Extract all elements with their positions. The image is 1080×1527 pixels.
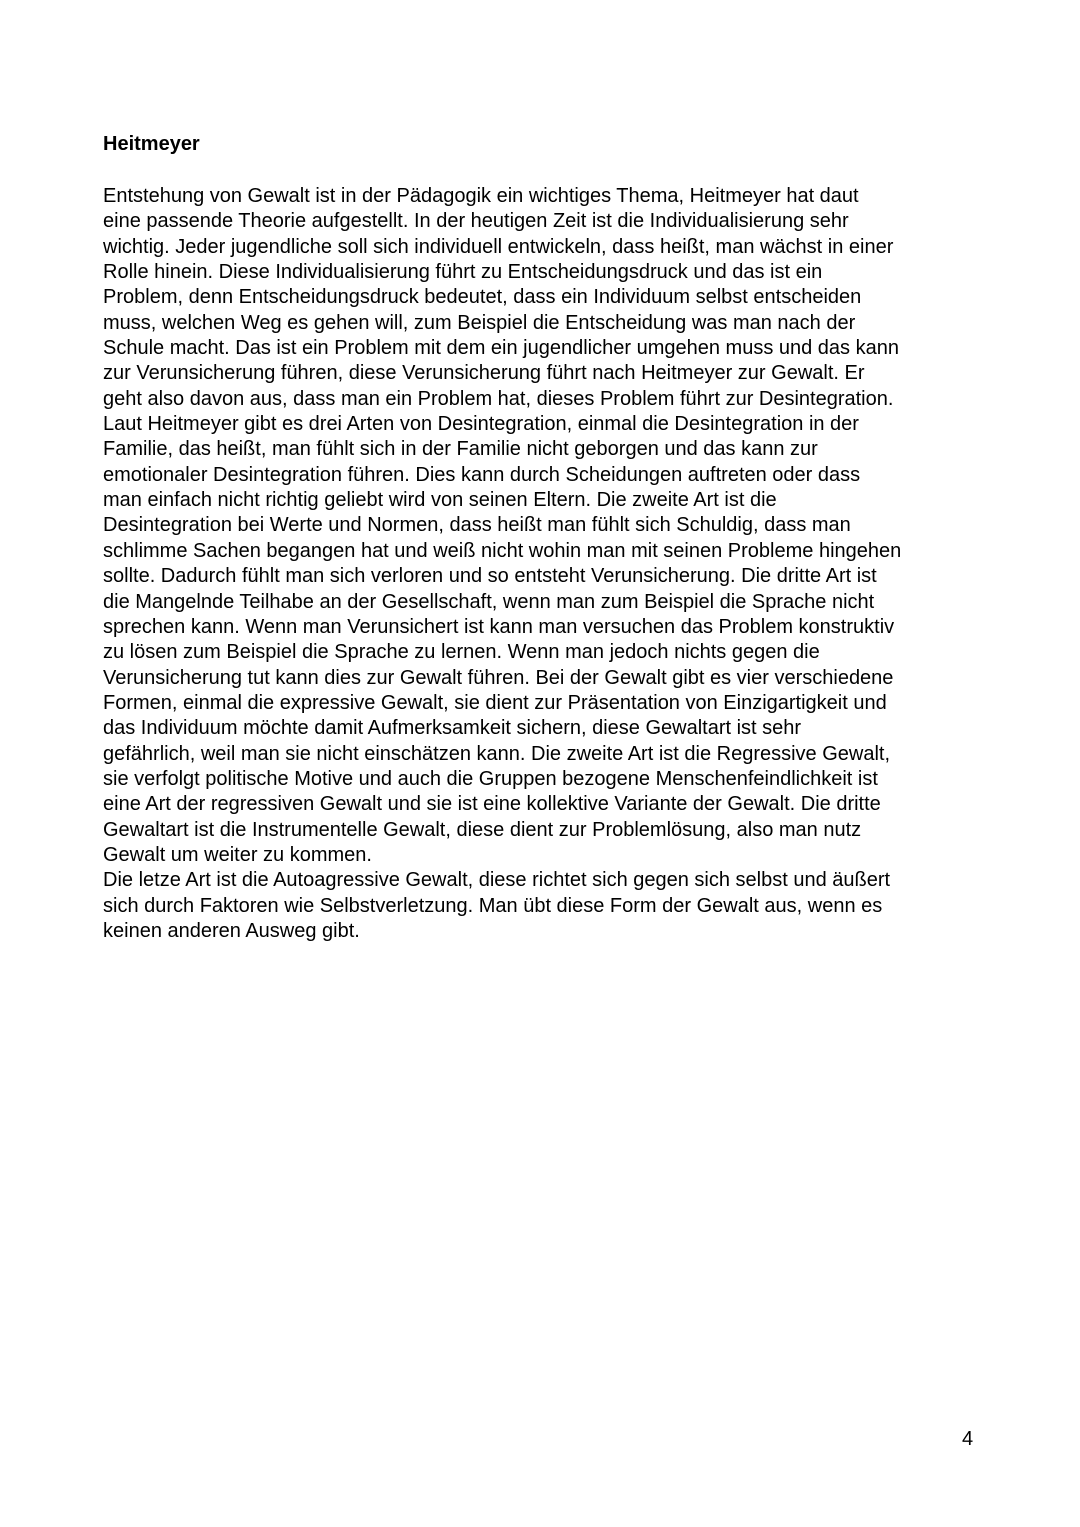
body-line: Gewaltart ist die Instrumentelle Gewalt, diese dient zur Problemlösung, also man nutz (103, 818, 862, 841)
body-line: eine passende Theorie aufgestellt. In der heutigen Zeit ist die Individualisierung sehr (103, 210, 849, 233)
body-line: Familie, das heißt, man fühlt sich in der Familie nicht geborgen und das kann zur (103, 438, 818, 461)
body-line: sprechen kann. Wenn man Verunsichert ist kann man versuchen das Problem konstruktiv (103, 615, 895, 638)
body-line: Desintegration bei Werte und Normen, dass heißt man fühlt sich Schuldig, dass man (103, 514, 851, 537)
body-line: emotionaler Desintegration führen. Dies kann durch Scheidungen auftreten oder dass (103, 463, 861, 486)
body-line: Entstehung von Gewalt ist in der Pädagogik ein wichtiges Thema, Heitmeyer hat daut (103, 185, 859, 207)
body-line: geht also davon aus, dass man ein Problem hat, dieses Problem führt zur Desintegration. (103, 387, 894, 410)
body-line: sollte. Dadurch fühlt man sich verloren und so entsteht Verunsicherung. Die dritte Art ist (103, 565, 877, 588)
body-line: die Mangelnde Teilhabe an der Gesellschaft, wenn man zum Beispiel die Sprache nicht (103, 590, 875, 613)
body-line: sich durch Faktoren wie Selbstverletzung. Man übt diese Form der Gewalt aus, wenn es (103, 894, 883, 917)
body-line: schlimme Sachen begangen hat und weiß nicht wohin man mit seinen Probleme hingehen (103, 539, 902, 562)
body-line: das Individuum möchte damit Aufmerksamkeit sichern, diese Gewaltart ist sehr (103, 717, 802, 740)
page-number: 4 (962, 1428, 974, 1450)
body-line: Formen, einmal die expressive Gewalt, sie dient zur Präsentation von Einzigartigkeit und (103, 691, 887, 714)
body-line: Gewalt um weiter zu kommen. (103, 843, 372, 866)
body-line: Laut Heitmeyer gibt es drei Arten von Desintegration, einmal die Desintegration in der (103, 413, 859, 436)
body-line: sie verfolgt politische Motive und auch die Gruppen bezogene Menschenfeindlichkeit ist (103, 767, 878, 790)
body-line: wichtig. Jeder jugendliche soll sich individuell entwickeln, dass heißt, man wächst in einer (103, 235, 894, 258)
document-body (103, 184, 1003, 944)
body-line: man einfach nicht richtig geliebt wird von seinen Eltern. Die zweite Art ist die (103, 489, 777, 512)
body-line: keinen anderen Ausweg gibt. (103, 919, 360, 942)
body-line: Problem, denn Entscheidungsdruck bedeutet, dass ein Individuum selbst entscheiden (103, 286, 862, 309)
body-line: muss, welchen Weg es gehen will, zum Beispiel die Entscheidung was man nach der (103, 311, 856, 334)
body-line: zur Verunsicherung führen, diese Verunsicherung führt nach Heitmeyer zur Gewalt. Er (103, 362, 865, 385)
body-line: Schule macht. Das ist ein Problem mit dem ein jugendlicher umgehen muss und das kann (103, 337, 899, 360)
body-line: eine Art der regressiven Gewalt und sie ist eine kollektive Variante der Gewalt. Die dritte (103, 793, 881, 816)
body-line: zu lösen zum Beispiel die Sprache zu lernen. Wenn man jedoch nichts gegen die (103, 641, 820, 664)
body-line: Rolle hinein. Diese Individualisierung führt zu Entscheidungsdruck und das ist ein (103, 261, 823, 284)
body-line: gefährlich, weil man sie nicht einschätzen kann. Die zweite Art ist die Regressive Gewalt, (103, 742, 891, 765)
body-line: Die letze Art ist die Autoagressive Gewalt, diese richtet sich gegen sich selbst und äußert (103, 869, 891, 892)
body-line: Verunsicherung tut kann dies zur Gewalt führen. Bei der Gewalt gibt es vier verschiedene (103, 666, 894, 689)
document-heading: Heitmeyer (103, 133, 200, 155)
